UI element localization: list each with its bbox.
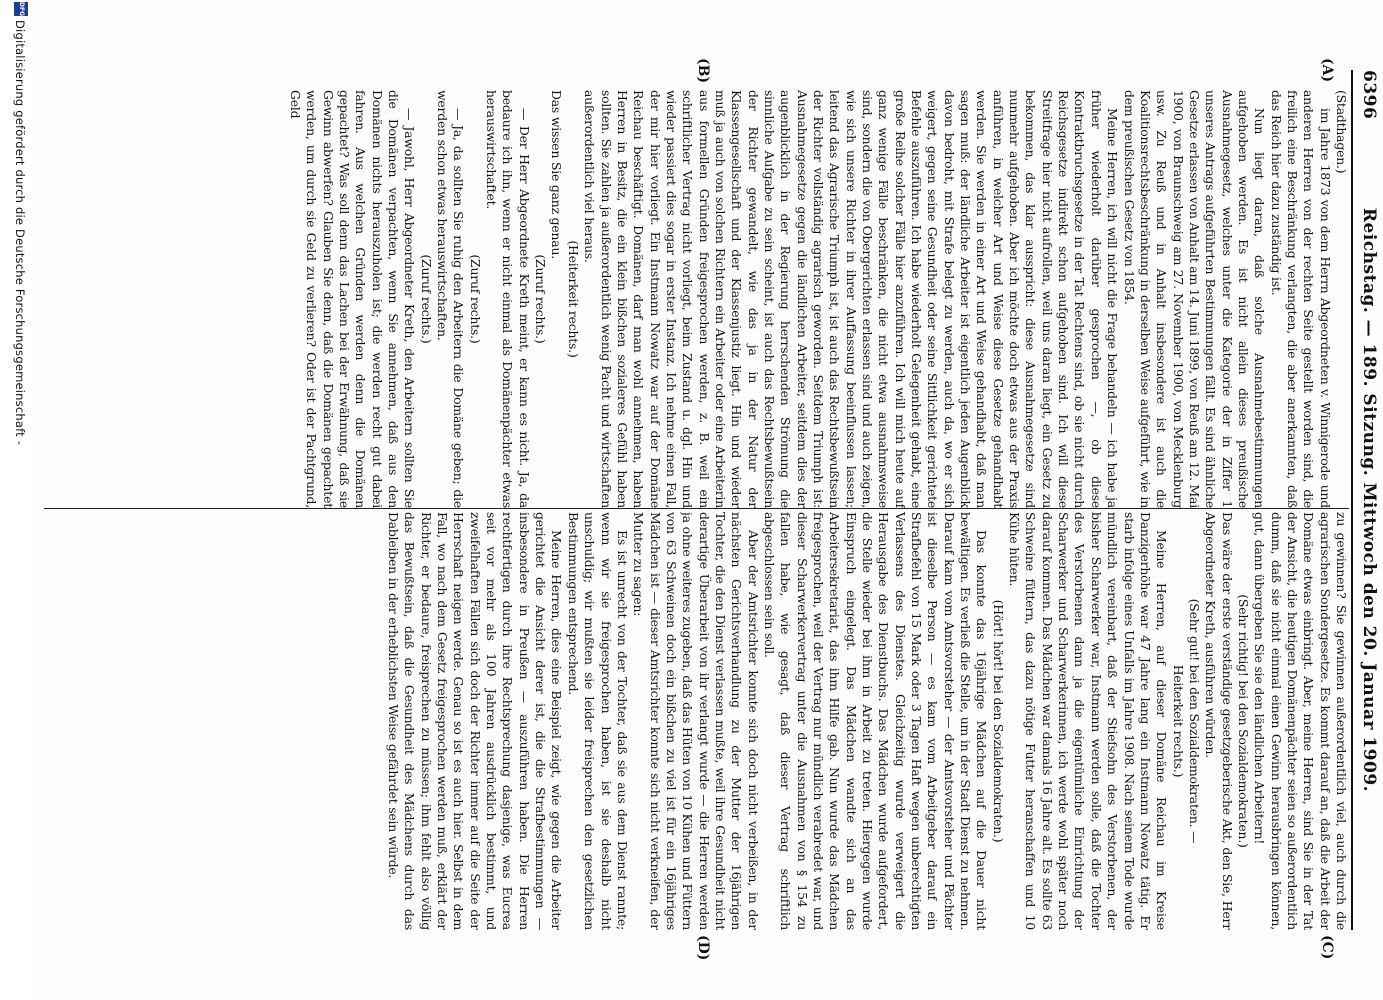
dfg-logo: DFG [14, 2, 28, 16]
left-column-paragraph: (Heiterkeit rechts.) [565, 240, 581, 358]
right-column-paragraph: Aber der Amtsrichter konnte sich doch nicht verbeißen, in der nächsten Gerichtsverhandlung zu der Mutter der 16jährigen Tochter, die den Dienst verlassen mußte, weil ihre Gesundheit nicht derartige Überarbeit von ihr verlangt wurde — die Herren werden ja ohne weiteres zugeben, daß das Hüten von 10 Kühen und Füttern von 63 Schweinen doch ein bißchen zu viel ist für ein 16jähriges Mädchen ist — dieser Amtsrichter konnte sich nicht verkneifen, der Mutter zu sagen: [631, 512, 761, 930]
left-column-paragraph: Meine Herren, ich will nicht die Frage behandeln — ich habe ja früher wiederholt darüber gesprochen —, ob diese Kontraktbruchsgesetze in der Tat Rechtens sind, ob sie nicht durch Reichsgesetze indirekt schon aufgehoben sind. Ich will diese Streitfrage hier nicht aufrollen, weil uns daran liegt, ein Gesetz zu bekommen, das klar ausspricht: diese Ausnahmegesetze sind nunmehr aufgehoben. Aber ich möchte doch etwas aus der Praxis anführen, in welcher Art und Weise diese Gesetze gehandhabt werden. Sie werden in einer Art und Weise gehandhabt, daß man sagen muß: der ländliche Arbeiter ist eigentlich jeden Augenblick davon bedroht, mit Strafe belegt zu werden, auch da, wo er sich weigert, gegen seine Gesundheit oder seine Sittlichkeit gerichtete Befehle auszuführen. Ich habe wiederholt Gelegenheit gehabt, eine große Reihe solcher Fälle hier anzuführen. Ich will mich heute auf ganz wenige Fälle beschränken, die nicht etwa ausnahmsweise sind, sondern die von Obergerichten erlassen sind und auch zeigen, wie sich unsere Richter in ihrer Auffassung beeinflussen lassen; leitend das Agrarische Triumph ist, ist auch das Rechtsbewußtsein der Richter vollständig agrarisch geworden. Seitdem Triumph ist: Ausnahmegesetze gegen die ländlichen Arbeiter, seitdem dies der augenblicklich in der Regierung herrschenden Strömung die sinnliche Aufgabe zu sein scheint, ist auch das Rechtsbewußtsein der Richter gewandelt, wie das ja in der Natur der Klassengesellschaft und der Klassenjustiz liegt. Hin und wieder muß ja auch von solchen Richtern ein Arbeiter oder eine Arbeiterin aus formellen Gründen freigesprochen werden, z. B. weil ein schriftlicher Vertrag nicht vorliegt, beim Zustand u. dgl. Hin und wieder passiert dies sogar in erster Instanz. Ich nehme einen Fall, der mir hier vorliegt. Ein Instmann Nowatz war auf der Domäne Reichau beschäftigt. Domänen, darf man wohl annehmen, haben Herren in Besitz, die ein klein bißchen sozialeres Gefühl haben sollten. Sie zahlen ja außerordentlich wenig Pacht und wirtschaften außerordentlich viel heraus. [582, 90, 1121, 508]
right-column-paragraph: (Hört! hört! bei den Sozialdemokraten.) [990, 599, 1006, 843]
right-column-paragraph: (Sehr gut! bei den Sozialdemokraten. — [1186, 598, 1202, 844]
right-column-paragraph: zu gewinnen? Sie gewinnen außerordentlich viel, auch durch die agrarischen Sondergesetze. Es kommt darauf an, daß die Arbeit der Domäne etwas einbringt. Aber, meine Herren, sind Sie in der Tat der Ansicht, die heutigen Domänenpächter seien so außerordentlich dumm, daß sie nicht einmal einen Gewinn herausbringen können, gut, dann übergeben Sie sie den ländlichen Arbeitern! [1252, 512, 1349, 930]
left-column-paragraph: — Der Herr Abgeordnete Kreth meint, er kann es nicht. Ja, da bedaure ich ihn, wenn er nicht einmal als Domänenpächter etwas herauswirtschaftet. [484, 90, 532, 508]
page-header [1353, 70, 1383, 930]
header-rule [1351, 70, 1353, 930]
right-column-paragraph: Meine Herren, dies eine Beispiel zeigt, wie gegen die Arbeiter gerichtet die Ansicht derer ist, die die Strafbestimmungen — insbesondere in Preußen — auszuführen haben. Die Herren rechtfertigen durch ihre Rechtsprechung dasjenige, was Eucrea seit vor mehr als 100 Jahren ausdrücklich bestimmt, und zweifelhaften Fällen sich doch der Richter immer auf die Seite der Herrschaft neigen werde. Genau so ist es auch hier. Selbst in dem Fall, wo nach dem Gesetz freigesprochen werden muß, erklärt der Richter, er bedaure, freisprechen zu müssen; ihm fehlt also völlig das Bewußtsein, daß die Gesundheit des Mädchens durch das Dableiben in der erheblichsten Weise gefährdet sein würde. [386, 512, 565, 930]
left-column [39, 90, 1349, 508]
column-divider [44, 508, 1349, 509]
page-title: Reichstag. — 189. Sitzung. Mittwoch den 20. Januar 1909. [1359, 207, 1379, 793]
left-column-paragraph: — Jawohl, Herr Abgeordneter Kreth, den Arbeitern sollten Sie die Domänen verpachten, wenn Sie annehmen, daß aus den Domänen nichts herauszuholen ist; die werden recht gut dabei fahren. Aus welchen Gründen werden denn die Domänen gepachtet? Was soll denn das Lachen bei der Erwähnung, daß sie Gewinn abwerfen? Glauben Sie denn, daß die Domänen gepachtet werden, um durch sie Geld zu verlieren? Oder ist der Pachtgrund, Geld [288, 90, 418, 508]
margin-marker-c: (C) [1319, 935, 1335, 960]
margin-marker-a: (A) [1319, 58, 1335, 83]
margin-marker-b: (B) [695, 58, 711, 84]
footer-credit: Digitalisierung gefördert durch die Deutsche Forschungsgemeinschaft - [13, 20, 27, 446]
right-column-paragraph: Das konnte das 16jährige Mädchen auf die Dauer nicht bewältigen. Es verließ die Stelle, um in der Stadt Dienst zu nehmen. Darauf kam vom Amtsvorsteher — der Amtsvorsteher und Pächter ist dieselbe Person — es kam vom Arbeitgeber darauf ein Strafbefehl von 15 Mark oder 3 Tagen Haft wegen unberechtigten Verlassens des Dienstes. Gleichzeitig wurde verweigert die Herausgabe des Dienstbuchs. Das Mädchen wurde aufgefordert, die Stelle wieder bei ihm in Arbeit zu treten. Hiergegen wurde Einspruch eingelegt. Das Mädchen wandte sich an das Arbeitersekretariat, das ihm Hilfe gab. Nun wurde das Mädchen freigesprochen, weil der Vertrag nur mündlich verabredet war, und dieser Scharwerkervertrag unter die Ausnahmen von § 154 zu fallen habe, wie gesagt, daß dieser Vertrag schriftlich abgeschlossen sein soll. [761, 512, 990, 930]
right-column-paragraph: Es ist unrecht von der Tochter, daß sie aus dem Dienst ranntе; wenn wir sie freigesprochen haben, ist sie deshalb nicht unschuldig; wir mußten sie leider freisprechen den gesetzlichen Bestimmungen entsprechend. [565, 512, 630, 930]
margin-marker-d: (D) [695, 935, 711, 961]
left-column-paragraph: (Zuruf rechts.) [467, 254, 483, 344]
right-column-paragraph: (Sehr richtig! bei den Sozialdemokraten.) [1235, 594, 1251, 848]
right-column-paragraph: Heiterkeit rechts.) [1170, 664, 1186, 778]
left-column-paragraph: — Ja, da sollten Sie ruhig den Arbeitern die Domäne geben; die werden schon etwas herauswirtschaften. [435, 90, 467, 508]
left-column-paragraph: (Zuruf rechts.) [418, 254, 434, 344]
right-column-paragraph: Meine Herren, auf dieser Domäne Reichau im Kreise Danzigerhöhe war 47 Jahre lang ein Instmann Nowatz tätig. Er starb infolge eines Unfalls im Jahre 1908. Nach seinem Tode wurde mündlich vereinbart, daß der Stiefsohn des Verstorbenen, der bisher Scharwerker war, Instmann werden solle, daß die Tochter des Verstorbenen dann ja die eigentümliche Einrichtung der Scharwerker und Scharwerkerinnen, ich werde wohl später noch darauf kommen. Das Mädchen war damals 16 Jahre alt. Es sollte 63 Schweine füttern, das dazu nötige Futter heranschaffen und 10 Kühe hüten. [1007, 512, 1170, 930]
right-column-paragraph: Das wäre der erste verständige gesetzgeberische Akt, den Sie, Herr Abgeordneter Kreth, ausführen würden. [1203, 512, 1235, 930]
left-column-paragraph: Das wissen Sie ganz genau. [549, 90, 565, 259]
left-column-paragraph: im Jahre 1873 von dem Herrn Abgeordneten v. Winnigerode und anderen Herren von der rechten Seite gestellt worden sind, die freilich eine Beschränkung verlangten, die aber anerkannten, daß das Reich hier dazu zuständig ist. [1268, 90, 1333, 508]
page-number: 6396 [1359, 70, 1379, 120]
left-column-paragraph: (Zuruf rechts.) [533, 254, 549, 344]
left-column-paragraph: (Stadthagen.) [1334, 90, 1349, 174]
left-column-paragraph: Nun liegt daran, daß solche Ausnahmebestimmungen aufgehoben werden. Es ist nicht allein dieses preußische Ausnahmegesetz, welches unter die Kategorie der in Ziffer 1 unseres Antrags aufgeführten Bestimmungen fällt. Es sind ähnliche Gesetze erlassen von Anhalt am 14. Juni 1899, von Reuß am 12. Mai 1900, von Braunschweig am 27. November 1900, von Mecklenburg usw. Zu Reuß und in Anhalt insbesondere ist auch die Koalitionsrechtsbeschränkung in derselben Weise aufgeführt, wie in dem preußischen Gesetz von 1854. [1121, 90, 1268, 508]
right-column [39, 512, 1349, 930]
